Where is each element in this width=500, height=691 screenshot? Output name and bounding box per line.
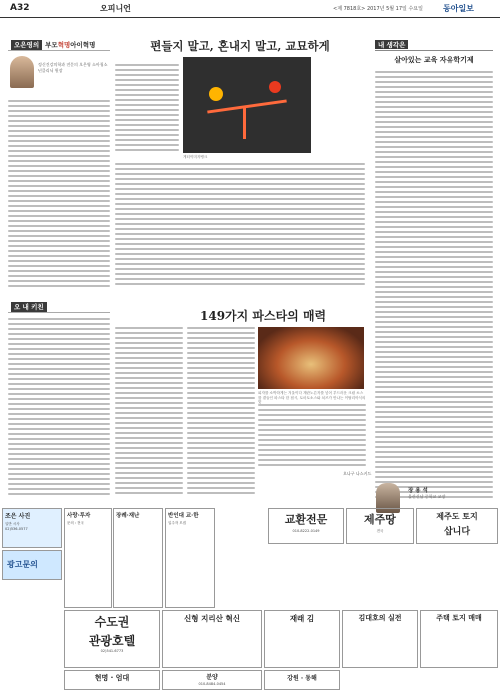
food-caption: 피자를 소박하게는 겨울이다 계란노른자를 넣어 부드러운 크림 소스를 곁들인 파스타 한 접시, 토마토소스와 치즈가 만나는 이탈리아식의 맛 bbox=[258, 391, 366, 404]
ad-sale[interactable]: 분양 010-8484-0454 bbox=[162, 670, 262, 690]
page-number: A32 bbox=[10, 3, 30, 13]
author-name: 장 용 석 bbox=[408, 488, 428, 494]
ad-apartment[interactable]: 반인대 교·한 입주자 모집 bbox=[165, 508, 215, 608]
food-signature: 오나구 나스키드 bbox=[343, 471, 372, 476]
main-article-text-left bbox=[115, 64, 179, 154]
column-title-highlight: 혁명 bbox=[57, 41, 71, 49]
ad-funeral[interactable]: 장례·재난 bbox=[113, 508, 163, 608]
ad-honmyeong[interactable]: 현명 · 엄대 bbox=[64, 670, 160, 690]
column-title-pre: 부모 bbox=[45, 41, 58, 49]
ad-real-estate[interactable]: 주택 토지 매매 bbox=[420, 610, 498, 668]
main-article-text bbox=[115, 163, 365, 288]
ad-seaweed[interactable]: 재래 김 bbox=[264, 610, 340, 668]
ad-hotel[interactable]: 수도권 관광호텔 02)541-6773 bbox=[64, 610, 160, 668]
food-text-col2 bbox=[115, 327, 183, 497]
main-article-image bbox=[183, 57, 311, 153]
author-role: 울산신남 중학교 교장 bbox=[408, 494, 446, 499]
right-column-text bbox=[375, 71, 493, 498]
food-title: 149가지 파스타의 매력 bbox=[200, 309, 327, 323]
pasta-image bbox=[258, 327, 364, 389]
food-text-col1 bbox=[8, 318, 110, 498]
ads-section bbox=[0, 508, 500, 691]
food-section-header bbox=[8, 302, 110, 313]
left-column bbox=[8, 40, 110, 51]
column-tag: 오은영의 bbox=[11, 40, 42, 50]
paper-name: 동아일보 bbox=[443, 4, 474, 13]
ad-love[interactable]: 사랑·투자 문의 : 전국 bbox=[64, 508, 112, 608]
page-header bbox=[0, 0, 500, 18]
ad-jeju-buy[interactable]: 제주도 토지 삽니다 bbox=[416, 508, 498, 544]
issue-info: <제 7818호> 2017년 5월 17일 수요일 bbox=[333, 6, 423, 12]
ad-jeju-land[interactable]: 제주땅 전국 bbox=[346, 508, 414, 544]
right-column-tag: 내 생각은 bbox=[375, 40, 408, 49]
ad-photo[interactable]: 조은 사진 일반 시사 02)536-0577 bbox=[2, 508, 62, 548]
ad-exchange[interactable]: 교환전문 010-8222-0149 bbox=[268, 508, 344, 544]
food-tag: 오 내 키친 bbox=[11, 302, 47, 312]
left-column-text bbox=[8, 100, 110, 290]
main-article-title: 편들지 말고, 혼내지 말고, 교묘하게 bbox=[150, 39, 330, 53]
main-article-caption: 게티이미지뱅크 bbox=[183, 155, 208, 159]
right-column-header bbox=[375, 40, 493, 51]
columnist-photo bbox=[10, 56, 34, 88]
ad-jirisan[interactable]: 신형 지리산 혁신 bbox=[162, 610, 262, 668]
ad-practice[interactable]: 김대호의 실전 bbox=[342, 610, 418, 668]
food-text-col4 bbox=[258, 404, 366, 469]
right-column bbox=[375, 40, 493, 501]
ad-gangwon[interactable]: 강원 · 동해 bbox=[264, 670, 340, 690]
columnist-byline: 정신건강의학과 전문의 오은영 소아청소년클리닉 원장 bbox=[38, 62, 108, 73]
section-name: 오피니언 bbox=[100, 4, 131, 13]
column-title-post: 아이혁명 bbox=[70, 41, 96, 49]
column-header bbox=[8, 40, 110, 51]
right-column-title: 살아있는 교육 자유학기제 bbox=[394, 56, 474, 64]
ad-inquiry[interactable]: 광고문의 bbox=[2, 550, 62, 580]
food-text-col3 bbox=[187, 327, 255, 497]
